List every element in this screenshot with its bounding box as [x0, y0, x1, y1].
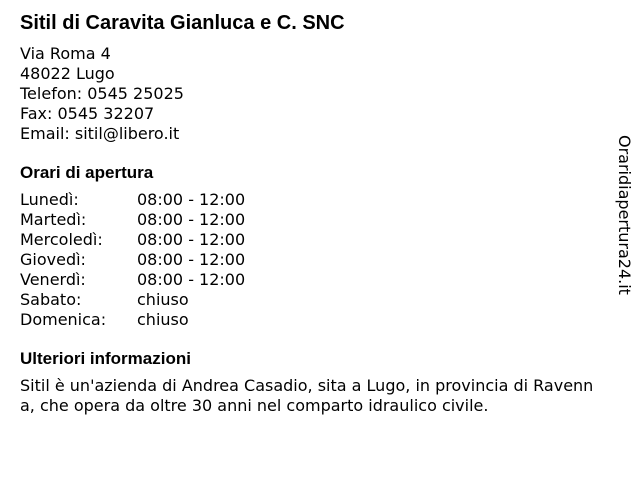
hours-row-monday [20, 190, 245, 210]
fax-line: Fax: 0545 32207 [20, 104, 155, 123]
time-value: 08:00 - 12:00 [137, 270, 246, 289]
further-info-text: Sitil è un'azienda di Andrea Casadio, sita a Lugo, in provincia di Ravenna, che opera da oltre 30 anni nel comparto idraulico civile. [20, 376, 594, 415]
day-label: Venerdì: [20, 270, 86, 289]
hours-row-wednesday [20, 230, 245, 250]
day-label: Sabato: [20, 290, 82, 309]
day-label: Lunedì: [20, 190, 79, 209]
hours-row-saturday [20, 290, 245, 310]
street-address: Via Roma 4 [20, 44, 111, 63]
opening-hours-table [20, 190, 245, 330]
day-label: Domenica: [20, 310, 107, 329]
business-card [20, 10, 610, 416]
address-block [20, 44, 610, 144]
hours-row-sunday [20, 310, 245, 330]
company-name: Sitil di Caravita Gianluca e C. SNC [20, 12, 345, 34]
day-label: Martedì: [20, 210, 87, 229]
day-label: Giovedì: [20, 250, 86, 269]
hours-row-thursday [20, 250, 245, 270]
hours-row-friday [20, 270, 245, 290]
time-value: 08:00 - 12:00 [137, 250, 246, 269]
time-value: 08:00 - 12:00 [137, 210, 246, 229]
day-label: Mercoledì: [20, 230, 103, 249]
time-value: 08:00 - 12:00 [137, 190, 246, 209]
time-value: 08:00 - 12:00 [137, 230, 246, 249]
hours-row-tuesday [20, 210, 245, 230]
phone-line: Telefon: 0545 25025 [20, 84, 184, 103]
time-value: chiuso [137, 310, 189, 329]
opening-hours-title: Orari di apertura [20, 163, 154, 182]
time-value: chiuso [137, 290, 189, 309]
further-info-title: Ulteriori informazioni [20, 349, 191, 368]
email-line: Email: sitil@libero.it [20, 124, 180, 143]
site-watermark: Oraridiapertura24.it [615, 135, 634, 295]
city-line: 48022 Lugo [20, 64, 115, 83]
